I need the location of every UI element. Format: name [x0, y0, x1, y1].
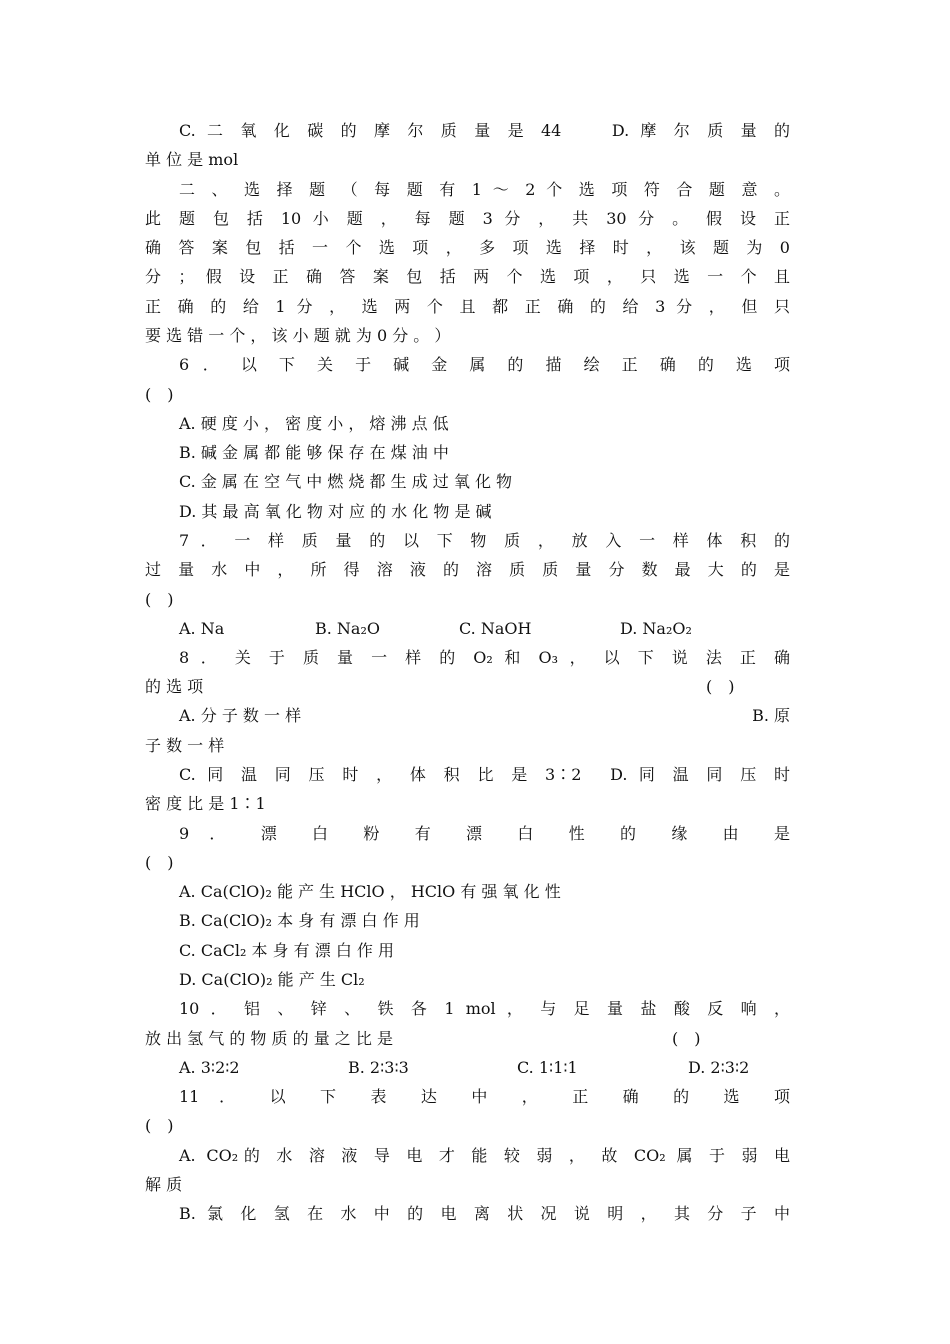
answer-bracket: ( ) [145, 853, 174, 872]
options-row [179, 1053, 790, 1082]
text-line [145, 672, 790, 701]
option-a: A. Ca(ClO)₂ 能 产 生 HClO ， HClO 有 强 氧 化 性 [179, 882, 561, 901]
text-line: 过 量 水 中 ， 所 得 溶 液 的 溶 质 质 量 分 数 最 大 的 是 [145, 560, 790, 579]
text-line: 要 选 错 一 个 ， 该 小 题 就 为 0 分 。 ） [145, 326, 451, 345]
option-c: C. 1∶1∶1 [517, 1058, 578, 1077]
text-line: 解 质 [145, 1175, 183, 1194]
options-row [179, 614, 790, 643]
option-a: A. Na [179, 619, 225, 638]
option-a: A. 分 子 数 一 样 [179, 706, 302, 725]
question-8: 8 ． 关 于 质 量 一 样 的 O₂ 和 O₃ ， 以 下 说 法 正 确 [179, 648, 790, 667]
option-c: C. NaOH [459, 619, 532, 638]
text-line: 单 位 是 mol [145, 150, 239, 169]
option-d: D. 其 最 高 氧 化 物 对 应 的 水 化 物 是 碱 [179, 502, 492, 521]
answer-bracket: ( ) [145, 590, 174, 609]
text-line: 分 ； 假 设 正 确 答 案 包 括 两 个 选 项 ， 只 选 一 个 且 [145, 267, 790, 286]
question-7: 7 ． 一 样 质 量 的 以 下 物 质 ， 放 入 一 样 体 积 的 [179, 531, 790, 550]
text-line: C. 二 氧 化 碳 的 摩 尔 质 量 是 44 D. 摩 尔 质 量 的 [179, 121, 790, 140]
options-row [179, 701, 790, 730]
option-d: D. 2∶3∶2 [688, 1058, 750, 1077]
section-heading: 二 、 选 择 题 （ 每 题 有 1 ～ 2 个 选 项 符 合 题 意 。 [179, 180, 790, 199]
answer-bracket: ( ) [145, 1116, 174, 1135]
answer-bracket: ( ) [672, 1029, 701, 1048]
text-line [145, 1024, 790, 1053]
option-b: B. 原 [752, 706, 790, 725]
question-10: 10 ． 铝 、 锌 、 铁 各 1 mol ， 与 足 量 盐 酸 反 响 ， [179, 999, 790, 1018]
option-a: A. 3∶2∶2 [179, 1058, 240, 1077]
question-text: 放 出 氢 气 的 物 质 的 量 之 比 是 [145, 1029, 393, 1048]
option-a: A. CO₂的 水 溶 液 导 电 才 能 较 弱 ， 故 CO₂ 属 于 弱 电 [179, 1146, 790, 1165]
text-line: 正 确 的 给 1 分 ， 选 两 个 且 都 正 确 的 给 3 分 ， 但 只 [145, 297, 790, 316]
option-b: B. 碱 金 属 都 能 够 保 存 在 煤 油 中 [179, 443, 449, 462]
option-c: C. CaCl₂ 本 身 有 漂 白 作 用 [179, 941, 395, 960]
option-b: B. Na₂O [315, 619, 380, 638]
option-d: D. Ca(ClO)₂ 能 产 生 Cl₂ [179, 970, 365, 989]
options-row: C. 同 温 同 压 时 ， 体 积 比 是 3∶2 D. 同 温 同 压 时 [179, 765, 790, 784]
option-a: A. 硬 度 小 ， 密 度 小 ， 熔 沸 点 低 [179, 414, 449, 433]
text-line: 此 题 包 括 10 小 题 ， 每 题 3 分 ， 共 30 分 。 假 设 正 [145, 209, 790, 228]
text-line: 确 答 案 包 括 一 个 选 项 ， 多 项 选 择 时 ， 该 题 为 0 [145, 238, 790, 257]
option-b: B. Ca(ClO)₂ 本 身 有 漂 白 作 用 [179, 911, 420, 930]
text-line: 子 数 一 样 [145, 736, 225, 755]
text-line: 密 度 比 是 1∶1 [145, 794, 266, 813]
option-b: B. 2∶3∶3 [348, 1058, 409, 1077]
answer-bracket: ( ) [145, 385, 174, 404]
option-d: D. Na₂O₂ [620, 619, 692, 638]
question-9: 9 ． 漂 白 粉 有 漂 白 性 的 缘 由 是 [179, 824, 790, 843]
answer-bracket: ( ) [706, 677, 735, 696]
question-6: 6 ． 以 下 关 于 碱 金 属 的 描 绘 正 确 的 选 项 [179, 355, 790, 374]
question-11: 11 ． 以 下 表 达 中 ， 正 确 的 选 项 [179, 1087, 790, 1106]
option-b: B. 氯 化 氢 在 水 中 的 电 离 状 况 说 明 ， 其 分 子 中 [179, 1204, 790, 1223]
option-c: C. 金 属 在 空 气 中 燃 烧 都 生 成 过 氧 化 物 [179, 472, 513, 491]
question-text: 的 选 项 [145, 677, 204, 696]
